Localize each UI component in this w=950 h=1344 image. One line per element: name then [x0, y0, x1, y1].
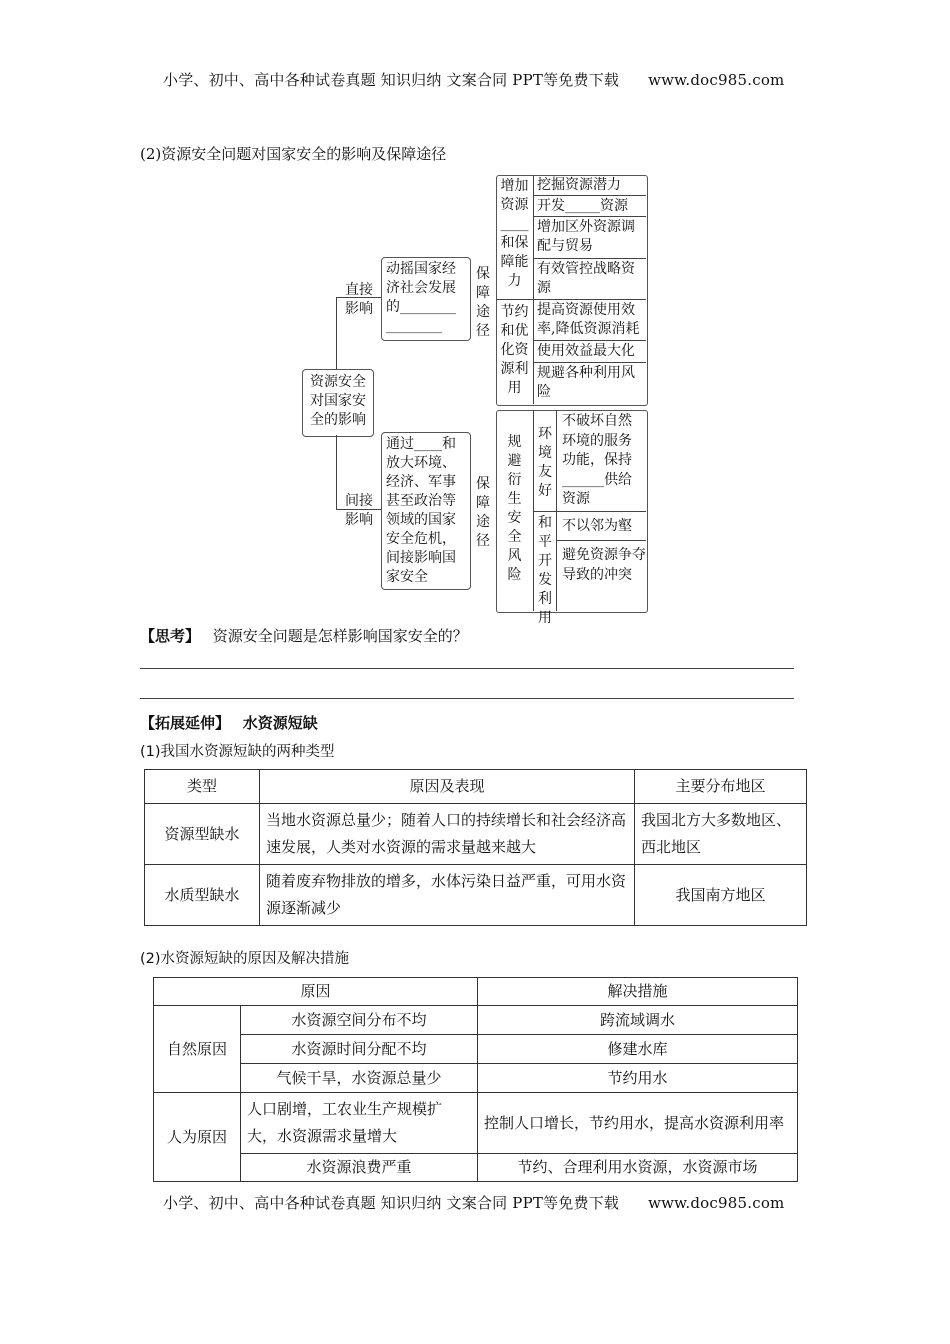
increase-line: 增加	[500, 178, 529, 194]
extension-title: 水资源短缺	[242, 714, 318, 732]
indirect-label	[340, 492, 378, 530]
guarantee-label-1	[472, 265, 494, 341]
t1-type: 资源型缺水	[145, 804, 260, 865]
guarantee-line: 径	[476, 533, 490, 549]
footer-url: www.doc985.com	[648, 1194, 785, 1212]
table-row	[154, 1093, 798, 1154]
header-text: 小学、初中、高中各种试卷真题 知识归纳 文案合同 PPT等免费下载	[163, 71, 620, 89]
peace-line: 用	[538, 610, 552, 626]
t2-natural: 自然原因	[154, 1006, 241, 1093]
subtitle-2: (2)水资源短缺的原因及解决措施	[140, 951, 350, 967]
t2-header-measure: 解决措施	[478, 978, 798, 1006]
env-line: 环	[538, 426, 552, 442]
indirect-label-line: 间接	[345, 493, 373, 509]
env-item-line: 资源	[562, 491, 590, 507]
think-text: 资源安全问题是怎样影响国家安全的？	[212, 627, 468, 645]
page-footer	[163, 1192, 784, 1213]
env-item-line: 功能，保持	[562, 452, 632, 468]
direct-effect-line: 动摇国家经	[386, 261, 456, 277]
env-line: 友	[538, 464, 552, 480]
think-label: 【思考】	[140, 627, 201, 645]
env-item-line: 不破坏自然	[562, 413, 632, 429]
indirect-effect	[386, 435, 456, 587]
root-text-line: 全的影响	[310, 412, 366, 428]
t1-reason: 随着废弃物排放的增多，水体污染日益严重，可用水资源逐渐减少	[260, 865, 635, 926]
page-header	[163, 69, 784, 90]
save-line: 节约	[500, 304, 529, 320]
indirect-effect-line: 通过____和	[386, 436, 456, 452]
avoid-line: 风	[507, 548, 522, 564]
increase-line: 和保	[500, 235, 529, 251]
save-item: 提高资源使用效率,降低资源消耗	[537, 302, 640, 337]
t2-header-cause: 原因	[154, 978, 478, 1006]
shortage-types-table	[144, 769, 807, 926]
t2-cause: 气候干旱，水资源总量少	[241, 1064, 478, 1093]
increase-item: 增加区外资源调配与贸易	[537, 219, 635, 254]
direct-effect-line: ________	[386, 318, 442, 334]
root-text	[303, 373, 373, 430]
t1-region: 我国北方大多数地区、西北地区	[635, 804, 807, 865]
avoid-line: 安	[507, 510, 522, 526]
guarantee-line: 障	[476, 285, 490, 301]
table-row	[154, 1064, 798, 1093]
diagram-root	[302, 369, 374, 437]
indirect-effect-line: 安全危机，	[386, 531, 456, 547]
peaceful-use-label	[534, 514, 556, 628]
t2-measure: 节约用水	[478, 1064, 798, 1093]
indirect-effect-line: 放大环境、	[386, 455, 456, 471]
avoid-risk-label	[496, 433, 533, 585]
peace-line: 平	[538, 534, 552, 550]
peace-line: 利	[538, 591, 552, 607]
indirect-effect-line: 间接影响国	[386, 550, 456, 566]
causes-measures-table	[153, 977, 798, 1182]
direct-label-line: 影响	[345, 301, 373, 317]
indirect-effect-line: 家安全	[386, 569, 428, 585]
increase-item: 有效管控战略资源	[537, 261, 635, 296]
t2-measure: 修建水库	[478, 1035, 798, 1064]
t2-measure: 跨流域调水	[478, 1006, 798, 1035]
t2-cause: 人口剧增，工农业生产规模扩大，水资源需求量增大	[241, 1093, 478, 1154]
peace-item: 避免资源争夺导致的冲突	[562, 547, 646, 583]
t1-region: 我国南方地区	[635, 865, 807, 926]
subtitle-1: (1)我国水资源短缺的两种类型	[140, 744, 335, 760]
indirect-effect-line: 经济、军事	[386, 474, 456, 490]
guarantee-label-2	[472, 475, 494, 551]
answer-line-1	[140, 668, 794, 669]
env-friendly-label	[534, 425, 556, 501]
table-row	[145, 804, 807, 865]
increase-line: ____	[500, 216, 529, 232]
t1-header-type: 类型	[145, 770, 260, 804]
guarantee-line: 途	[476, 514, 490, 530]
guarantee-line: 障	[476, 495, 490, 511]
direct-effect-line: 的________	[386, 299, 456, 315]
table-row	[154, 1035, 798, 1064]
t2-human: 人为原因	[154, 1093, 241, 1182]
t2-cause: 水资源时间分配不均	[241, 1035, 478, 1064]
resource-security-diagram	[300, 173, 650, 626]
direct-label-line: 直接	[345, 282, 373, 298]
avoid-line: 避	[507, 453, 522, 469]
guarantee-line: 径	[476, 323, 490, 339]
env-item-line: 环境的服务	[562, 432, 632, 449]
increase-item: 开发_____资源	[537, 198, 628, 214]
direct-label	[340, 281, 378, 319]
t2-measure: 控制人口增长，节约用水，提高水资源利用率	[478, 1093, 798, 1154]
root-text-line: 对国家安	[310, 393, 366, 409]
env-line: 好	[538, 483, 552, 499]
table-row	[154, 1154, 798, 1182]
direct-effect	[386, 260, 456, 336]
avoid-line: 险	[507, 567, 522, 583]
t2-measure: 节约、合理利用水资源，水资源市场	[478, 1154, 798, 1182]
save-item: 使用效益最大化	[537, 343, 635, 359]
increase-line: 资源	[500, 197, 529, 213]
save-item: 规避各种利用风险	[537, 365, 635, 400]
env-line: 境	[538, 445, 552, 461]
increase-item: 挖掘资源潜力	[537, 177, 621, 193]
guarantee-line: 保	[476, 266, 490, 282]
avoid-line: 全	[507, 529, 522, 545]
t1-header-region: 主要分布地区	[635, 770, 807, 804]
direct-effect-box	[381, 257, 471, 341]
increase-line: 力	[507, 273, 522, 289]
save-line: 和优	[500, 323, 529, 339]
guarantee-line: 保	[476, 476, 490, 492]
indirect-effect-line: 领域的国家	[386, 512, 456, 528]
env-item	[562, 412, 646, 510]
peace-line: 发	[538, 572, 552, 588]
save-line: 化资	[500, 342, 529, 358]
save-line: 源利	[500, 361, 529, 377]
extension-label: 【拓展延伸】	[140, 714, 231, 732]
t1-type: 水质型缺水	[145, 865, 260, 926]
table-row	[154, 1006, 798, 1035]
guarantee-line: 途	[476, 304, 490, 320]
table-row	[145, 865, 807, 926]
header-url: www.doc985.com	[648, 71, 785, 89]
t1-header-reason: 原因及表现	[260, 770, 635, 804]
t1-reason: 当地水资源总量少；随着人口的持续增长和社会经济高速发展，人类对水资源的需求量越来越大	[260, 804, 635, 865]
root-text-line: 资源安全	[310, 374, 366, 390]
increase-line: 障能	[500, 254, 529, 270]
footer-text: 小学、初中、高中各种试卷真题 知识归纳 文案合同 PPT等免费下载	[163, 1194, 620, 1212]
indirect-effect-box	[381, 432, 471, 590]
indirect-label-line: 影响	[345, 512, 373, 528]
direct-effect-line: 济社会发展	[386, 280, 456, 296]
t2-cause: 水资源空间分布不均	[241, 1006, 478, 1035]
think-question	[140, 625, 468, 646]
peace-line: 和	[538, 515, 552, 531]
t2-cause: 水资源浪费严重	[241, 1154, 478, 1182]
peace-item: 不以邻为壑	[562, 518, 632, 534]
extension-heading	[140, 712, 318, 733]
answer-line-2	[140, 698, 794, 699]
increase-label	[496, 177, 533, 291]
peace-line: 开	[538, 553, 552, 569]
indirect-effect-line: 甚至政治等	[386, 493, 456, 509]
section-title: (2)资源安全问题对国家安全的影响及保障途径	[140, 145, 447, 163]
save-line: 用	[507, 380, 522, 396]
avoid-line: 生	[507, 491, 522, 507]
env-item-line: ______供给	[562, 471, 632, 488]
avoid-line: 规	[507, 434, 522, 450]
avoid-line: 衍	[507, 472, 522, 488]
save-label	[496, 303, 533, 398]
